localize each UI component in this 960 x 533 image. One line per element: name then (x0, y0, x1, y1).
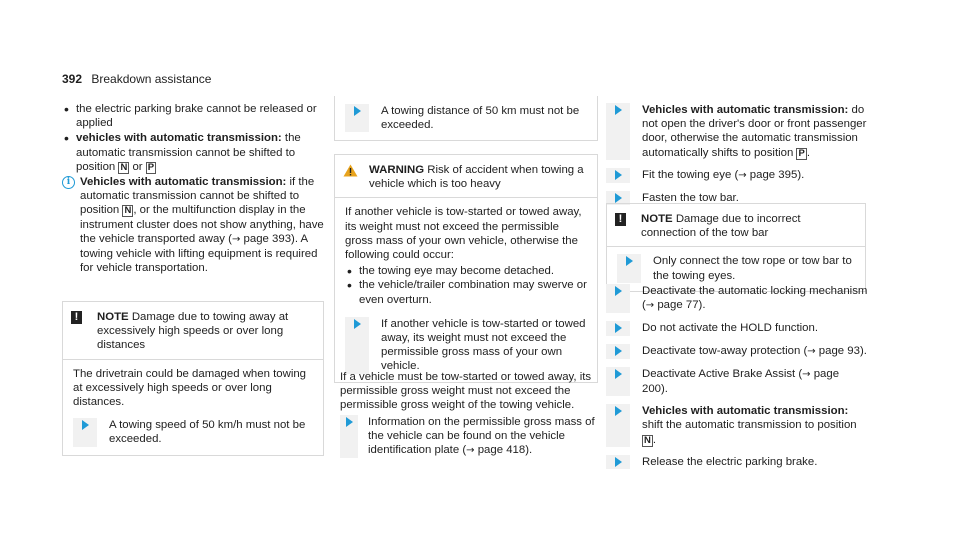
step-text: Deactivate tow-away protection ( (642, 344, 808, 357)
page-number: 392 (62, 72, 83, 86)
warning-box (334, 154, 598, 383)
page-ref-arrow: → (645, 300, 655, 312)
page-ref-arrow: → (231, 233, 241, 245)
step-arrow-icon (626, 256, 633, 266)
step-arrow-icon (615, 323, 622, 333)
step-box (334, 96, 598, 141)
note-header (63, 302, 323, 359)
page-ref-arrow: → (738, 169, 747, 181)
bullet-text: the automatic transmission cannot be shifted to position (76, 132, 301, 173)
page-ref-link[interactable]: page 395 (746, 168, 798, 181)
step-arrow-icon (354, 106, 361, 116)
note-icon: ! (71, 311, 82, 324)
info-text: if the automatic transmission cannot be shifted to position (80, 176, 315, 217)
step-arrow-icon (615, 346, 622, 356)
note-label: NOTE (641, 213, 673, 225)
warning-label: WARNING (369, 164, 425, 176)
step-text: A towing distance of 50 km must not be exceeded. (381, 105, 580, 132)
bullet-text: the vehicle/trailer combination may swerve or even overturn. (359, 279, 587, 306)
bullet-bold: vehicles with automatic transmission: (76, 132, 282, 145)
step-item (345, 104, 587, 132)
paragraph: If a vehicle must be tow-started or towed away, its permissible gross weight must not exceed the permissible gross weight of the towing vehicle. (340, 371, 592, 412)
column-3-steps (606, 284, 868, 469)
step-bold: Vehicles with automatic transmission: (642, 104, 849, 116)
note-label: NOTE (97, 311, 129, 323)
step-arrow-icon (615, 193, 622, 203)
step-text: do not open the driver's door or front passenger door, otherwise the automatic transmission automatically shifts to position (642, 104, 867, 159)
info-bold: Vehicles with automatic transmission: (80, 176, 287, 189)
info-icon: i (62, 176, 75, 189)
list-item (62, 102, 324, 130)
page-ref-arrow: → (807, 345, 816, 357)
list-item (62, 131, 324, 174)
gear-p-symbol: P (147, 161, 155, 173)
step-text: Only connect the tow rope or tow bar to the towing eyes. (653, 255, 852, 282)
gear-p-symbol: P (798, 147, 805, 159)
step-text: Release the electric parking brake. (642, 455, 818, 468)
info-text: , or the multifunction display in the instrument cluster does not show anything, have the vehicle transported away ( (80, 204, 324, 245)
column-3 (606, 103, 868, 205)
step-arrow-icon (354, 319, 361, 329)
warning-title: Risk of accident when towing a vehicle which is too heavy (369, 164, 584, 191)
bullet-dot: • (347, 263, 352, 280)
step-text: ). (859, 344, 867, 357)
page-ref-arrow: → (466, 445, 475, 457)
bullet-dot: • (64, 101, 69, 117)
step-item (606, 367, 868, 396)
page-header (62, 72, 211, 86)
step-text: Do not activate the HOLD function. (642, 322, 819, 335)
warning-body (335, 197, 597, 381)
step-item (606, 344, 868, 359)
section-title: Breakdown assistance (91, 72, 212, 86)
list-item (345, 264, 587, 278)
step-arrow-icon (615, 286, 622, 296)
gear-n-symbol: N (644, 434, 651, 446)
step-item (606, 404, 868, 447)
column-1 (62, 102, 324, 275)
gear-n-symbol: N (120, 161, 128, 173)
step-text: Fasten the tow bar. (642, 192, 739, 205)
bullet-text: or (129, 160, 146, 173)
step-text: ). (797, 168, 805, 181)
note-text: The drivetrain could be damaged when towing at excessively high speeds or over long distances. (73, 367, 307, 409)
step-item (606, 455, 868, 469)
step-item (340, 415, 598, 459)
page-ref-link[interactable]: page 393 (240, 232, 292, 245)
step-text: A towing speed of 50 km/h must not be exceeded. (109, 419, 306, 446)
bullet-text: the towing eye may become detached. (359, 265, 555, 278)
note-box (606, 203, 866, 292)
step-bold: Vehicles with automatic transmission: (642, 405, 849, 418)
step-item (606, 321, 868, 335)
column-2-text (340, 370, 598, 458)
bullet-text: the electric parking brake cannot be released or applied (76, 103, 317, 130)
page-ref-arrow: → (802, 368, 811, 380)
step-text: If another vehicle is tow-started or towed away, its weight must not exceed the permissible gross mass of your own vehicle. (381, 317, 586, 373)
step-text: ). (525, 444, 533, 457)
note-title: Damage due to towing away at excessively high speeds or over long distances (97, 311, 289, 352)
step-text: Deactivate the automatic locking mechanism ( (642, 285, 868, 312)
list-item (345, 278, 587, 306)
note-header (607, 204, 865, 246)
step-text: . (652, 433, 657, 446)
step-item (617, 254, 855, 282)
step-item (73, 418, 313, 446)
step-text: Information on the permissible gross mass of the vehicle can be found on the vehicle identification plate ( (368, 415, 595, 457)
step-text: ). (698, 299, 706, 312)
step-arrow-icon (615, 369, 622, 379)
bullet-dot: • (347, 277, 352, 294)
step-arrow-icon (615, 457, 622, 467)
warning-header (335, 155, 597, 197)
note-body (63, 359, 323, 455)
gear-n-symbol: N (124, 205, 132, 217)
page-ref-link[interactable]: page 93 (815, 344, 860, 357)
step-arrow-icon (346, 417, 353, 427)
bullet-dot: • (64, 130, 69, 147)
step-item (345, 317, 587, 374)
step-text: Fit the towing eye ( (642, 168, 739, 181)
step-text: shift the automatic transmission to position (642, 419, 857, 432)
warning-text: If another vehicle is tow-started or towed away, its weight must not exceed the permissible gross mass of your own vehicle, otherwise the following could occur: (345, 206, 582, 262)
info-text: ). A towing vehicle with lifting equipment is required for vehicle transportation. (80, 232, 318, 275)
info-paragraph (62, 175, 324, 275)
page-ref-link[interactable]: page 200 (642, 367, 840, 396)
step-text: ). (661, 383, 668, 396)
step-arrow-icon (615, 105, 622, 115)
step-arrow-icon (615, 170, 622, 180)
note-title: Damage due to incorrect connection of the tow bar (641, 213, 801, 240)
step-arrow-icon (615, 406, 622, 416)
step-item (606, 284, 868, 313)
warning-icon (343, 164, 358, 177)
step-item (606, 168, 868, 183)
step-arrow-icon (82, 420, 89, 430)
step-text: Deactivate Active Brake Assist ( (642, 367, 803, 380)
note-icon: ! (615, 213, 626, 226)
step-item (606, 103, 868, 160)
page-ref-link[interactable]: page 418 (474, 444, 526, 457)
step-text: . (806, 146, 810, 159)
note-box (62, 301, 324, 456)
page-ref-link[interactable]: page 77 (654, 299, 699, 312)
